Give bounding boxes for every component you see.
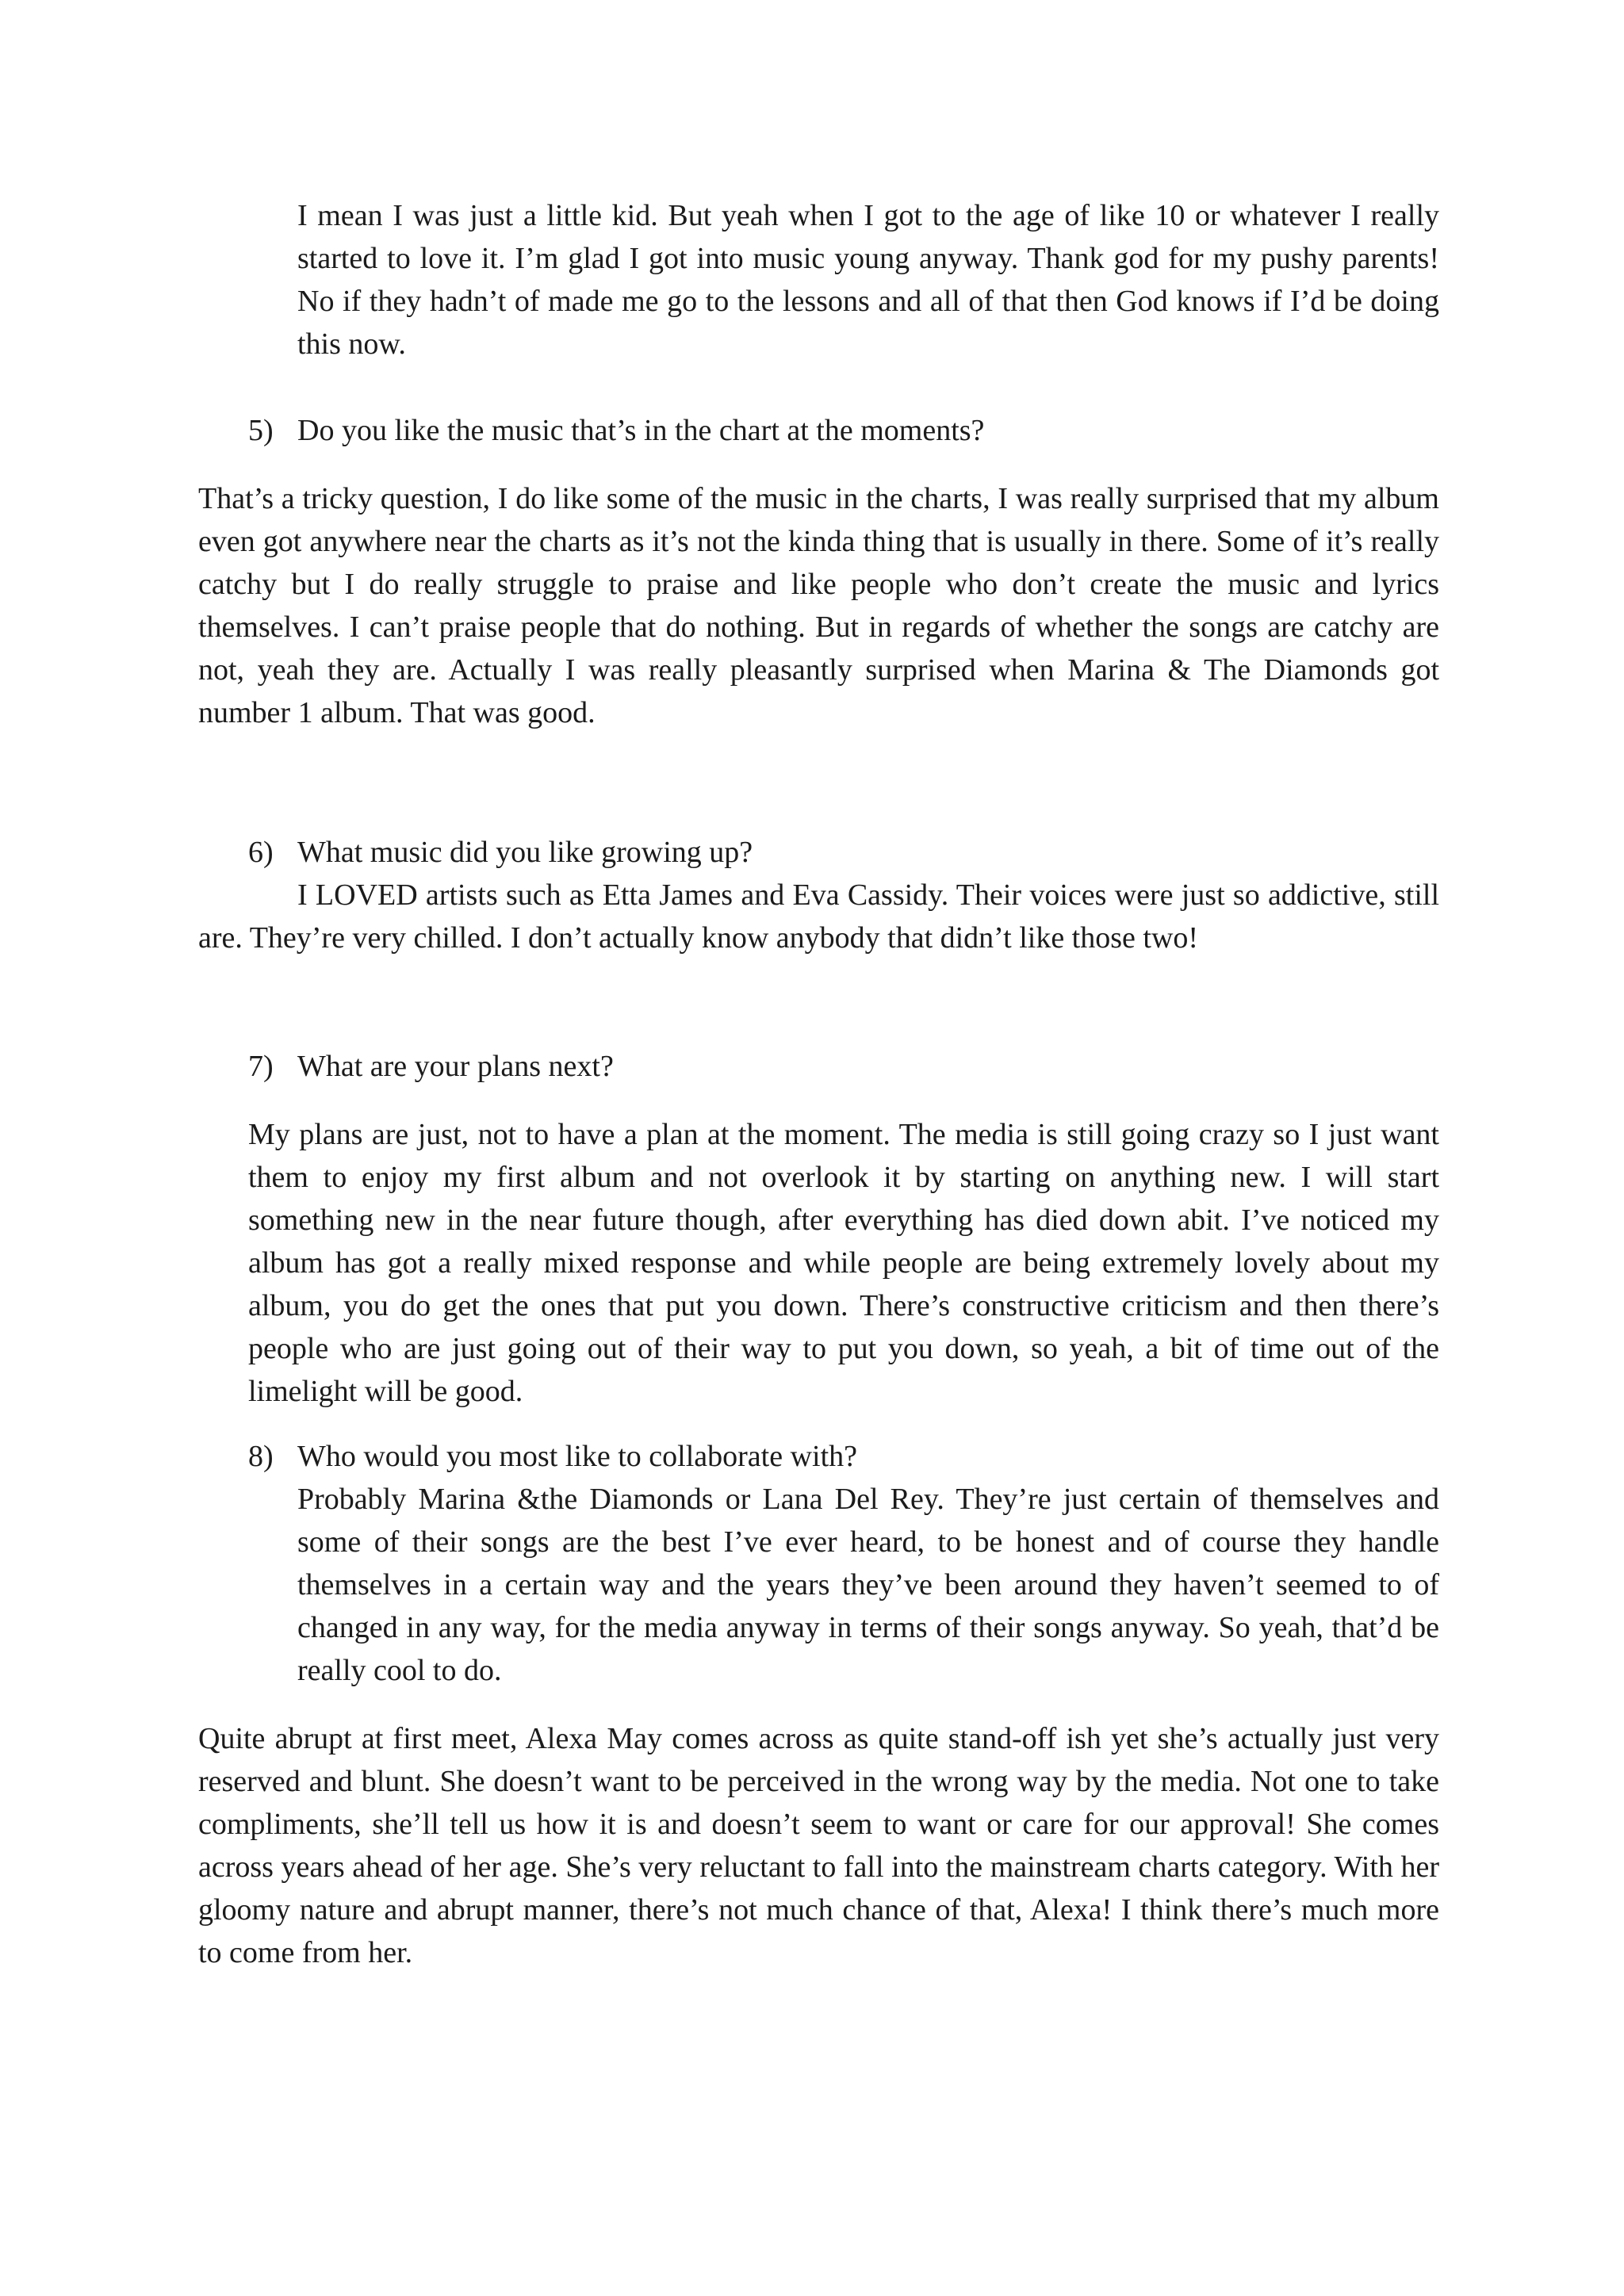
question-7-text: What are your plans next? (297, 1050, 614, 1083)
question-7-number: 7) (248, 1050, 274, 1083)
intro-paragraph: I mean I was just a little kid. But yeah when I got to the age of like 10 or whatever I really started to love it. I’m glad I got into music young anyway. Thank god for my pushy parents! No if they hadn’t of made me go to the lessons and all of that then God knows if I’d be doing this now. (297, 199, 1439, 361)
answer-8: Probably Marina &the Diamonds or Lana Del Rey. They’re just certain of themselves and some of their songs are the best I’ve ever heard, to be honest and of course they handle themselves in a certain way and the years they’ve been around they haven’t seemed to of changed in any way, for the media anyway in terms of their songs anyway. So yeah, that’d be really cool to do. (297, 1483, 1439, 1687)
question-8-number: 8) (248, 1440, 274, 1473)
question-6-number: 6) (248, 836, 274, 869)
question-8 (248, 1435, 857, 1478)
answer-6: I LOVED artists such as Etta James and Eva Cassidy. Their voices were just so addictive, still are. They’re very chilled. I don’t actually know anybody that didn’t like those two! (198, 878, 1439, 955)
question-8-text: Who would you most like to collaborate with? (297, 1440, 858, 1473)
question-5-number: 5) (248, 414, 274, 447)
question-7 (248, 1045, 614, 1088)
question-6-text: What music did you like growing up? (297, 836, 753, 869)
closing-paragraph: Quite abrupt at first meet, Alexa May comes across as quite stand-off ish yet she’s actually just very reserved and blunt. She doesn’t want to be perceived in the wrong way by the media. Not one to take compliments, she’ll tell us how it is and doesn’t seem to want or care for our approval! She comes across years ahead of her age. She’s very reluctant to fall into the mainstream charts category. With her gloomy nature and abrupt manner, there’s not much chance of that, Alexa! I think there’s much more to come from her. (198, 1722, 1439, 1969)
question-5 (248, 409, 984, 452)
answer-7: My plans are just, not to have a plan at the moment. The media is still going crazy so I just want them to enjoy my first album and not overlook it by starting on anything new. I will start something new in the near future though, after everything has died down abit. I’ve noticed my album has got a really mixed response and while people are being extremely lovely about my album, you do get the ones that put you down. There’s constructive criticism and then there’s people who are just going out of their way to put you down, so yeah, a bit of time out of the limelight will be good. (248, 1118, 1439, 1408)
question-5-text: Do you like the music that’s in the chart at the moments? (297, 414, 985, 447)
answer-5: That’s a tricky question, I do like some of the music in the charts, I was really surprised that my album even got anywhere near the charts as it’s not the kinda thing that is usually in there. Some of it’s really catchy but I do really struggle to praise and like people who don’t create the music and lyrics themselves. I can’t praise people that do nothing. But in regards of whether the songs are catchy are not, yeah they are. Actually I was really pleasantly surprised when Marina & The Diamonds got number 1 album. That was good. (198, 482, 1439, 729)
question-6 (248, 831, 753, 874)
